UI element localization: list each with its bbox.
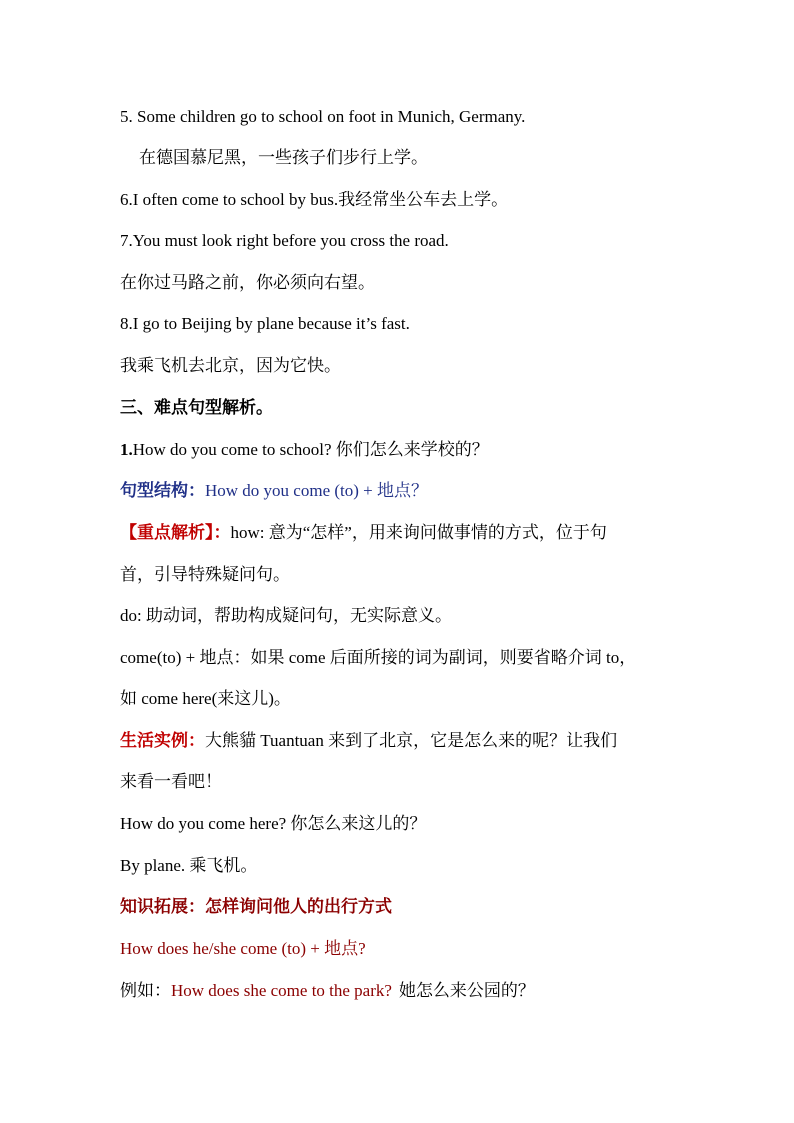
pattern-2: How does he/she come (to) + 地点? [120,939,366,958]
come-note-continued: 如 come here(来这儿)。 [120,689,291,708]
come-note: come(to) + 地点：如果 come 后面所接的词为副词，则要省略介词 to， [120,648,637,667]
question-1 [120,440,489,460]
key-analysis-continued: 首，引导特殊疑问句。 [120,565,290,584]
key-analysis-text: how: 意为“怎样”，用来询问做事情的方式，位于句 [230,523,607,542]
sentence-6: 6.I often come to school by bus.我经常坐公车去上学。 [120,190,509,209]
sentence-5-chinese: 在德国慕尼黑，一些孩子们步行上学。 [139,148,428,167]
knowledge-extension-heading: 知识拓展：怎样询问他人的出行方式 [120,897,392,916]
life-example [120,731,617,751]
example-2-text: How does she come to the park? [171,981,392,1000]
example-answer: By plane. 乘飞机。 [120,856,258,875]
sentence-pattern [120,481,428,501]
life-example-continued: 来看一看吧！ [120,772,222,791]
sentence-8-chinese: 我乘飞机去北京，因为它快。 [120,356,341,375]
key-analysis-label: 【重点解析】： [120,523,231,542]
do-note: do: 助动词，帮助构成疑问句，无实际意义。 [120,606,452,625]
example-question: How do you come here? 你怎么来这儿的？ [120,814,427,833]
sentence-pattern-label: 句型结构： [120,481,205,500]
key-analysis [120,523,607,543]
question-1-text: How do you come to school? 你们怎么来学校的？ [132,440,489,459]
sentence-7-chinese: 在你过马路之前，你必须向右望。 [120,273,375,292]
example-2 [120,981,535,1001]
life-example-label: 生活实例： [120,731,205,750]
sentence-pattern-text: How do you come (to) + 地点？ [205,481,429,500]
example-2-translation: 她怎么来公园的？ [398,981,535,1000]
question-1-number: 1. [120,440,133,459]
sentence-7-english: 7.You must look right before you cross the road. [120,231,449,250]
example-2-label: 例如： [120,981,171,1000]
sentence-5-english: 5. Some children go to school on foot in Munich, Germany. [120,107,526,126]
sentence-8-english: 8.I go to Beijing by plane because it’s fast. [120,314,410,333]
section-heading: 三、难点句型解析。 [120,398,273,417]
life-example-text: 大熊貓 Tuantuan 来到了北京，它是怎么来的呢？让我们 [205,731,618,750]
